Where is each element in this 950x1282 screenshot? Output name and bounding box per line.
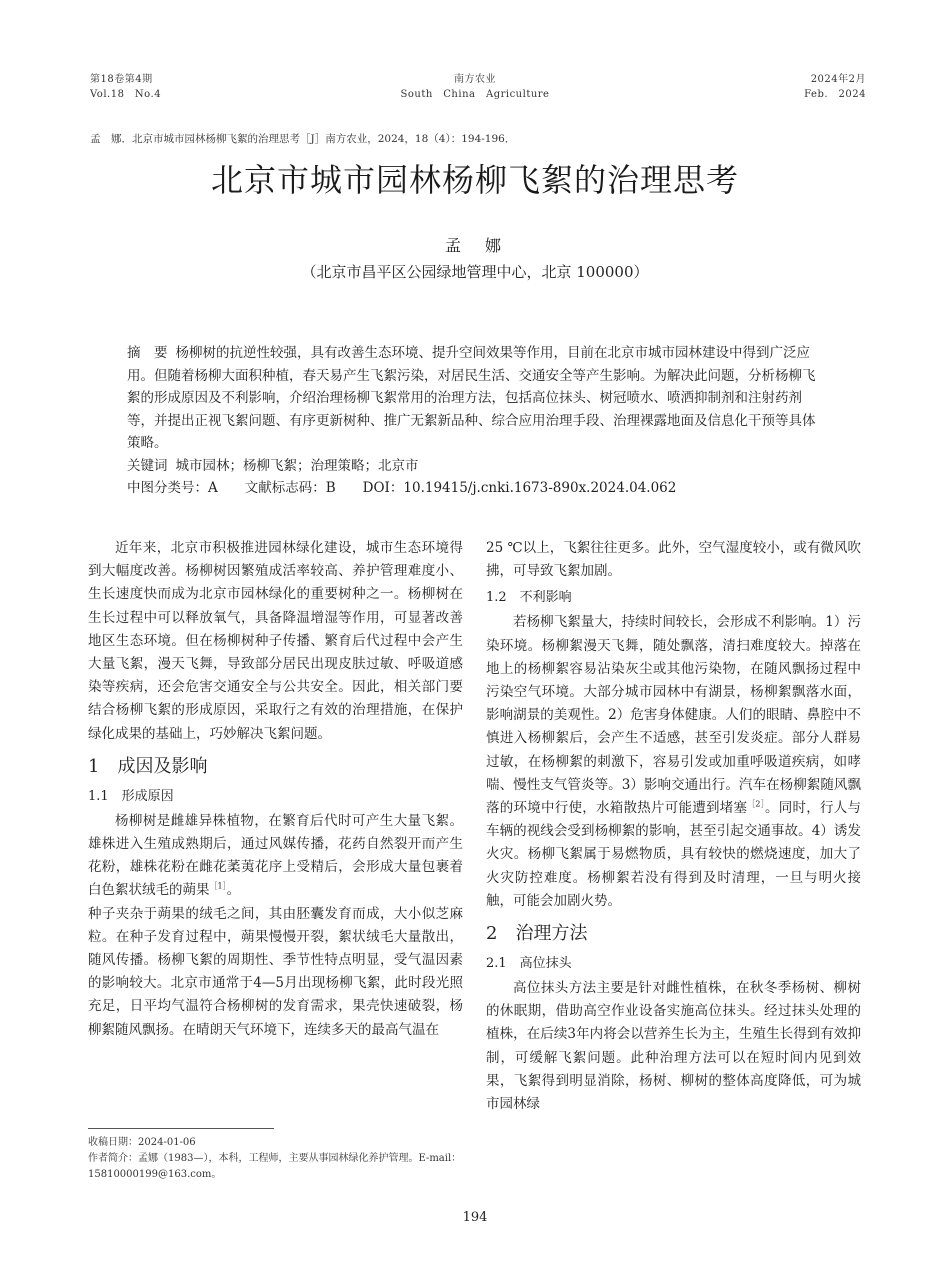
section-1-1-paragraph xyxy=(88,810,463,903)
section-1-1-continuation: 25 ℃以上，飞絮往往更多。此外，空气湿度较小，或有微风吹拂，可导致飞絮加剧。 xyxy=(486,540,861,580)
section-1-2-text-end: 。同时，行人与车辆的视线会受到杨柳絮的影响，甚至引起交通事故。4）诱发火灾。杨柳飞絮属于易燃物质，具有较快的燃烧速度，加大了火灾防控难度。杨柳絮若没有得到及时清理，一旦与明火接触，可能会加剧火势。 xyxy=(486,800,862,909)
volume-issue-cn: 第18卷第4期 xyxy=(90,74,153,85)
journal-name-en: South China Agriculture xyxy=(400,89,550,100)
citation-line: 孟 娜．北京市城市园林杨柳飞絮的治理思考［J］南方农业，2024，18（4）：194-196． xyxy=(90,133,516,145)
classification-line: 中图分类号：A 文献标志码：B DOI：10.19415/j.cnki.1673-890x.2024.04.062 xyxy=(127,480,677,496)
reference-2: ［2］ xyxy=(747,799,766,809)
date-cn: 2024年2月 xyxy=(810,74,866,85)
section-1-1-text: 杨柳树是雌雄异株植物，在繁育后代时可产生大量飞絮。雄株进入生殖成熟期后，通过风媒传播，花药自然裂开而产生花粉，雄株花粉在雌花葇荑花序上受精后，会形成大量包裹着白色絮状绒毛的蒴果 xyxy=(88,812,463,899)
section-1-1-heading: 1.1 形成原因 xyxy=(88,788,174,804)
abstract-block xyxy=(127,342,827,500)
journal-name-cn: 南方农业 xyxy=(454,74,496,85)
section-1-2-paragraph xyxy=(486,611,861,913)
keywords-line xyxy=(127,455,827,478)
page-number: 194 xyxy=(462,1210,488,1225)
footnote-divider xyxy=(88,1128,274,1129)
paper-title: 北京市城市园林杨柳飞絮的治理思考 xyxy=(210,161,739,199)
author-name: 孟 娜 xyxy=(444,236,505,255)
left-column xyxy=(88,537,463,1042)
section-2-heading: 2 治理方法 xyxy=(486,923,588,945)
section-1-heading: 1 成因及影响 xyxy=(88,755,208,777)
received-date: 收稿日期：2024-01-06 xyxy=(88,1137,196,1148)
section-1-1-paragraph-2: 种子夹杂于蒴果的绒毛之间，其由胚囊发育而成，大小似芝麻粒。在种子发育过程中，蒴果慢慢开裂，絮状绒毛大量散出，随风传播。杨柳飞絮的周期性、季节性特点明显，受气温因素的影响较大。北京市通常于4—5月出现杨柳飞絮，此时段光照充足，日平均气温符合杨柳树的发育需求，果壳快速破裂，杨柳絮随风飘扬。在晴朗天气环境下，连续多天的最高气温在 xyxy=(88,905,463,1038)
abstract-paragraph xyxy=(127,342,827,455)
section-2-1-paragraph: 高位抹头方法主要是针对雌性植株，在秋冬季杨树、柳树的休眠期，借助高空作业设备实施高位抹头。经过抹头处理的植株，在后续3年内将会以营养生长为主，生殖生长得到有效抑制，可缓解飞絮问题。此种治理方法可以在短时间内见到效果，飞絮得到明显消除，杨树、柳树的整体高度降低，可为城市园林绿 xyxy=(486,980,861,1113)
section-1-1-text-end: 。 xyxy=(226,882,241,899)
author-bio: 作者简介：孟娜（1983—），本科，工程师，主要从事园林绿化养护管理。E-mail：15810000199@163.com。 xyxy=(88,1153,462,1180)
section-1-2-heading: 1.2 不利影响 xyxy=(486,590,572,606)
keywords-label: 关键词 xyxy=(127,457,168,474)
volume-issue-en: Vol.18 No.4 xyxy=(90,89,162,100)
reference-1: ［1］ xyxy=(209,881,227,891)
footnote-block xyxy=(88,1135,468,1183)
right-column xyxy=(486,537,861,1116)
journal-date xyxy=(804,72,866,102)
section-1-2-text: 若杨柳飞絮量大，持续时间较长，会形成不利影响。1）污染环境。杨柳絮漫天飞舞，随处飘落，清扫难度较大。掉落在地上的杨柳絮容易沾染灰尘或其他污染物，在随风飘扬过程中污染空气环境。大部分城市园林中有湖景，杨柳絮飘落水面，影响湖景的美观性。2）危害身体健康。人们的眼睛、鼻腔中不慎进入杨柳絮后，会产生不适感，甚至引发炎症。部分人群易过敏，在杨柳絮的刺激下，容易引发或加重呼吸道疾病，如哮喘、慢性支气管炎等。3）影响交通出行。汽车在杨柳絮随风飘落的环境中行使，水箱散热片可能遭到堵塞 xyxy=(486,614,861,817)
author-affiliation: （北京市昌平区公园绿地管理中心，北京 100000） xyxy=(301,263,649,281)
date-en: Feb. 2024 xyxy=(804,89,866,100)
keywords-text: 城市园林；杨柳飞絮；治理策略；北京市 xyxy=(175,457,419,474)
section-2-1-heading: 2.1 高位抹头 xyxy=(486,956,572,972)
abstract-label: 摘 要 xyxy=(127,345,168,361)
intro-paragraph: 近年来，北京市积极推进园林绿化建设，城市生态环境得到大幅度改善。杨柳树因繁殖成活率较高、养护管理难度小、生长速度快而成为北京市园林绿化的重要树种之一。杨柳树在生长过程中可以释放氧气，具备降温增湿等作用，可显著改善地区生态环境。但在杨柳树种子传播、繁育后代过程中会产生大量飞絮，漫天飞舞，导致部分居民出现皮肤过敏、呼吸道感染等疾病，还会危害交通安全与公共安全。因此，相关部门要结合杨柳飞絮的形成原因，采取行之有效的治理措施，在保护绿化成果的基础上，巧妙解决飞絮问题。 xyxy=(88,540,463,742)
abstract-text: 杨柳树的抗逆性较强，具有改善生态环境、提升空间效果等作用，目前在北京市城市园林建设中得到广泛应用。但随着杨柳大面积种植，春天易产生飞絮污染，对居民生活、交通安全等产生影响。为解决此问题，分析杨柳飞絮的形成原因及不利影响，介绍治理杨柳飞絮常用的治理方法，包括高位抹头、树冠喷水、喷洒抑制剂和注射药剂等，并提出正视飞絮问题、有序更新树种、推广无絮新品种、综合应用治理手段、治理裸露地面及信息化干预等具体策略。 xyxy=(127,345,816,451)
